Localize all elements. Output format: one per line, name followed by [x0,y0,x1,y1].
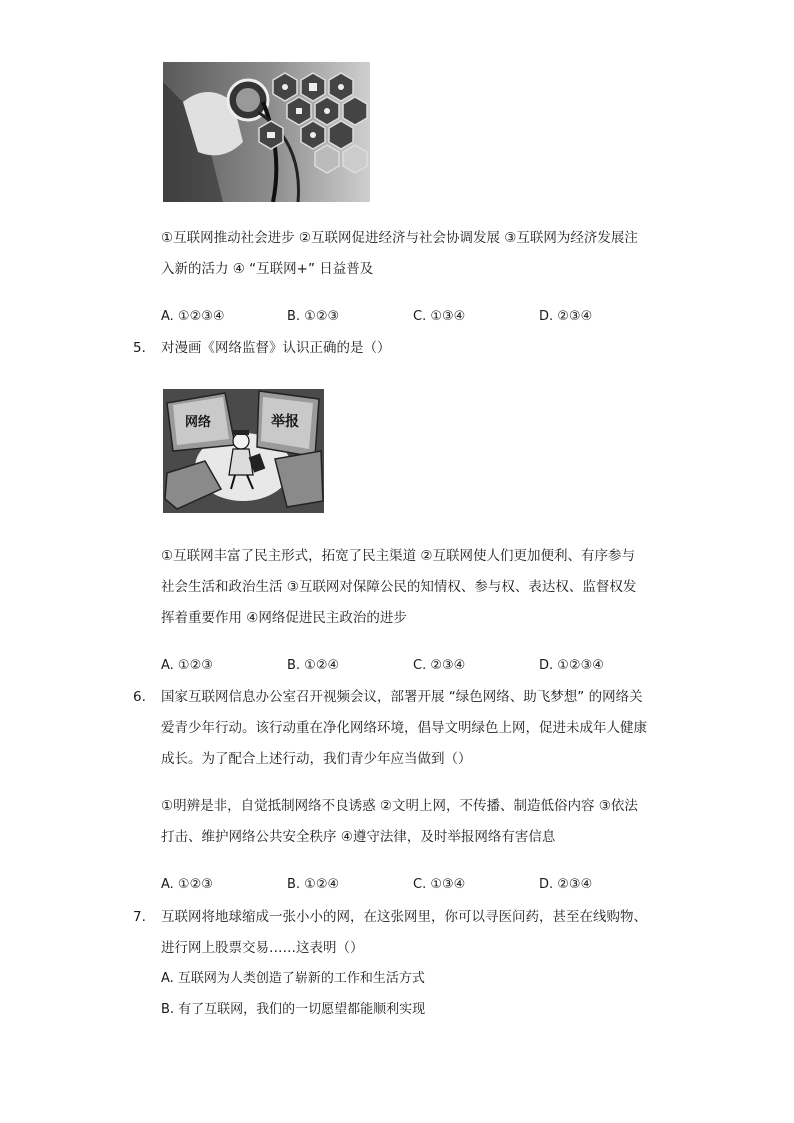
cartoon-background [163,389,324,513]
q6-statements-line1: ①明辨是非，自觉抵制网络不良诱惑 ②文明上网，不传播、制造低俗内容 ③依法 [161,798,638,814]
q5-statements-line2: 社会生活和政治生活 ③互联网对保障公民的知情权、参与权、表达权、监督权发 [161,579,637,595]
q4-option-c: C. ①③④ [413,309,466,324]
q5-option-a: A. ①②③ [161,658,213,673]
q4-option-a: A. ①②③④ [161,309,225,324]
network-supervision-cartoon [163,389,324,513]
cartoon-label-report: 举报 [271,414,299,430]
q5-option-b: B. ①②④ [287,658,340,673]
stethoscope-hexagon-image [163,62,370,202]
q6-option-d: D. ②③④ [539,877,593,892]
q7-choice-b: B. 有了互联网，我们的一切愿望都能顺利实现 [161,1002,426,1017]
q6-stem-line2: 爱青少年行动。该行动重在净化网络环境，倡导文明绿色上网，促进未成年人健康 [161,720,647,736]
q6-stem-line3: 成长。为了配合上述行动，我们青少年应当做到（） [161,751,472,767]
q4-statements-line1: ①互联网推动社会进步 ②互联网促进经济与社会协调发展 ③互联网为经济发展注 [161,230,638,246]
q6-stem-line1: 国家互联网信息办公室召开视频会议，部署开展 “绿色网络、助飞梦想” 的网络关 [161,689,643,705]
q6-option-c: C. ①③④ [413,877,466,892]
q6-option-b: B. ①②④ [287,877,340,892]
q4-statements-line2: 入新的活力 ④ “互联网+” 日益普及 [161,261,374,277]
q5-option-d: D. ①②③④ [539,658,604,673]
q7-number: 7. [133,909,146,925]
q6-number: 6. [133,689,146,705]
q5-statements-line3: 挥着重要作用 ④网络促进民主政治的进步 [161,610,407,626]
q5-stem: 对漫画《网络监督》认识正确的是（） [161,340,391,356]
q7-stem-line1: 互联网将地球缩成一张小小的网，在这张网里，你可以寻医问药，甚至在线购物、 [161,909,647,925]
cartoon-label-network: 网络 [185,415,212,430]
q5-option-c: C. ②③④ [413,658,466,673]
q7-choice-a: A. 互联网为人类创造了崭新的工作和生活方式 [161,971,425,986]
q6-statements-line2: 打击、维护网络公共安全秩序 ④遵守法律，及时举报网络有害信息 [161,829,556,845]
q4-option-d: D. ②③④ [539,309,593,324]
q4-option-b: B. ①②③ [287,309,340,324]
q6-option-a: A. ①②③ [161,877,213,892]
stethoscope-hexagon-illustration [163,62,370,202]
q5-statements-line1: ①互联网丰富了民主形式，拓宽了民主渠道 ②互联网使人们更加便利、有序参与 [161,548,635,564]
q5-number: 5. [133,340,146,356]
q7-stem-line2: 进行网上股票交易……这表明（） [161,940,364,956]
